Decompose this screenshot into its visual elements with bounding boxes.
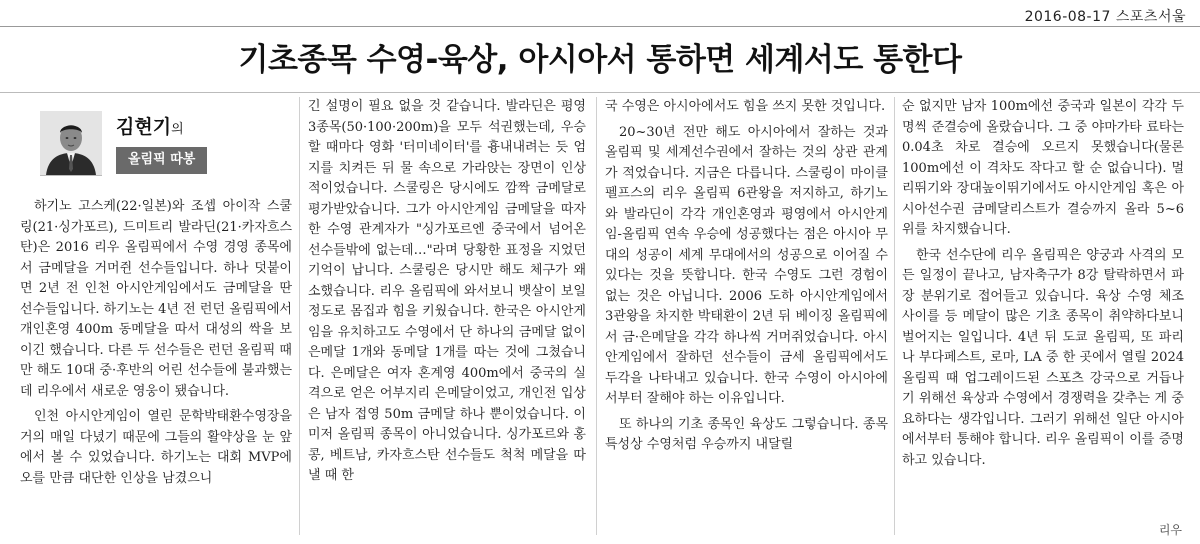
top-rule bbox=[0, 26, 1200, 27]
column-title-badge: 올림픽 따봉 bbox=[116, 147, 207, 174]
paragraph: 순 없지만 남자 100m에선 중국과 일본이 각각 두 명씩 준결승에 올랐습니다. 그 중 야마가타 료타는 0.04초 차로 결승에 오르지 못했습니다(물론 100m에선 이 격차도 작다고 할 순 없습니다). 멀리뛰기와 장대높이뛰기에서도 아시안게임 혹은 아시아선수권 금메달리스트가 결승까지 올라 5~6위를 차지했습니다. bbox=[902, 99, 1184, 237]
publication-date-source: 2016-08-17 스포츠서울 bbox=[1024, 9, 1186, 25]
column-1-text bbox=[20, 197, 292, 489]
byline-box bbox=[20, 97, 292, 189]
column-divider bbox=[894, 97, 895, 535]
paragraph: 인천 아시안게임이 열린 문학박태환수영장을 거의 매일 다녔기 때문에 그들의 활약상을 눈 앞에서 볼 수 있었습니다. 하기노는 대회 MVP에 오를 만큼 대단한 인상을 남겼으니 bbox=[20, 409, 292, 486]
article-column-3 bbox=[605, 97, 888, 537]
column-divider bbox=[596, 97, 597, 535]
paragraph: 국 수영은 아시아에서도 힘을 쓰지 못한 것입니다. bbox=[605, 99, 886, 114]
article-column-4 bbox=[902, 97, 1184, 537]
paragraph: 또 하나의 기초 종목인 육상도 그렇습니다. 종목 특성상 수영처럼 우승까지 내달릴 bbox=[605, 416, 888, 452]
paragraph: 하기노 고스케(22·일본)와 조셉 아이작 스쿨링(21·싱가포르), 드미트리 발라딘(21·카자흐스탄)은 2016 리우 올림픽에서 수영 경영 종목에서 금메달을 거머쥔 선수들입니다. 하나 덧붙이면 2년 전 인천 아시안게임에서도 금메달을 딴 선수들입니다. 하기노는 4년 전 런던 올림픽에서 개인혼영 400m 동메달을 따서 대성의 싹을 보이긴 했습니다. 다른 두 선수들은 런던 올림픽 때만 해도 10대 중·후반의 어린 선수들에 불과했는데 리우에서 새로운 영웅이 됐습니다. bbox=[20, 199, 292, 399]
paragraph: 긴 설명이 필요 없을 것 같습니다. 발라딘은 평영 3종목(50·100·200m)을 모두 석권했는데, 우승할 때마다 영화 '터미네이터'를 흉내내려는 듯 엄지를 치켜든 뒤 물 속으로 가라앉는 장면이 인상적이었습니다. 스쿨링은 당시에도 깜짝 금메달로 평가받았습니다. 그가 아시안게임 금메달을 따자 한 수영 관계자가 "싱가포르엔 중국에서 넘어온 선수들밖에 없는데…"라며 당황한 표정을 지었던 기억이 납니다. 스쿨링은 당시만 해도 체구가 왜소했습니다. 리우 올림픽에 와서보니 뱃살이 보일 정도로 몸집과 힘을 키웠습니다. 한국은 아시안게임을 유치하고도 수영에서 단 하나의 금메달 없이 은메달 1개와 동메달 1개를 따는 것에 그쳤습니다. 은메달은 여자 혼계영 400m에서 중국의 실격으로 얻은 어부지리 은메달이었고, 개인전 입상은 남자 접영 50m 금메달 하나 뿐이었습니다. 이미저 올림픽 종목이 아니었습니다. 싱가포르와 홍콩, 베트남, 카자흐스탄 선수들도 척척 메달을 따낼 때 한 bbox=[308, 99, 586, 483]
writer-name bbox=[116, 117, 184, 141]
writer-portrait-icon bbox=[40, 111, 102, 175]
dateline-end-mark: 리우 bbox=[1158, 523, 1182, 537]
article-column-1 bbox=[20, 97, 292, 537]
paragraph: 20~30년 전만 해도 아시아에서 잘하는 것과 올림픽 및 세계선수권에서 잘하는 것의 상관 관계가 적었습니다. 지금은 다릅니다. 스쿨링이 마이클 펠프스의 리우 올림픽 6관왕을 저지하고, 하기노와 발라딘이 각각 개인혼영과 평영에서 아시안게임-올림픽 연속 우승에 성공했다는 점은 아시아 무대의 성공이 세계 무대에서의 성공으로 이어질 수 있다는 것을 뜻합니다. 한국 수영도 그런 경험이 없는 것은 아닙니다. 2006 도하 아시안게임에서 3관왕을 차지한 박태환이 2년 뒤 베이징 올림픽에서 금·은메달을 각각 하나씩 거머쥐었습니다. 아시안게임에서 잘하던 선수들이 금세 올림픽에서도 두각을 나타내고 있습니다. 한국 수영이 아시아에서부터 잘해야 하는 이유입니다. bbox=[605, 124, 888, 406]
column-divider bbox=[299, 97, 300, 535]
writer-name-suffix: 의 bbox=[171, 122, 184, 137]
writer-name-text: 김현기 bbox=[116, 116, 172, 138]
article-column-2 bbox=[308, 97, 586, 537]
headline: 기초종목 수영-육상, 아시아서 통하면 세계서도 통한다 bbox=[238, 42, 962, 78]
writer-photo bbox=[40, 111, 102, 176]
paragraph: 한국 선수단에 리우 올림픽은 양궁과 사격의 모든 일정이 끝나고, 남자축구가 8강 탈락하면서 파장 분위기로 접어들고 있습니다. 육상 수영 체조 사이를 등 메달이 많은 기초 종목이 취약하다보니 벌어지는 일입니다. 4년 뒤 도쿄 올림픽, 또 파리나 부다페스트, 로마, LA 중 한 곳에서 열릴 2024 올림픽 때 업그레이드된 스포츠 강국으로 거듭나기 위해선 육상과 수영에서 경쟁력을 갖추는 게 중요하다는 생각입니다. 그러기 위해선 일단 아시아에서부터 통해야 합니다. 리우 올림픽이 이를 증명하고 있습니다. bbox=[902, 247, 1184, 468]
headline-rule bbox=[0, 92, 1200, 93]
